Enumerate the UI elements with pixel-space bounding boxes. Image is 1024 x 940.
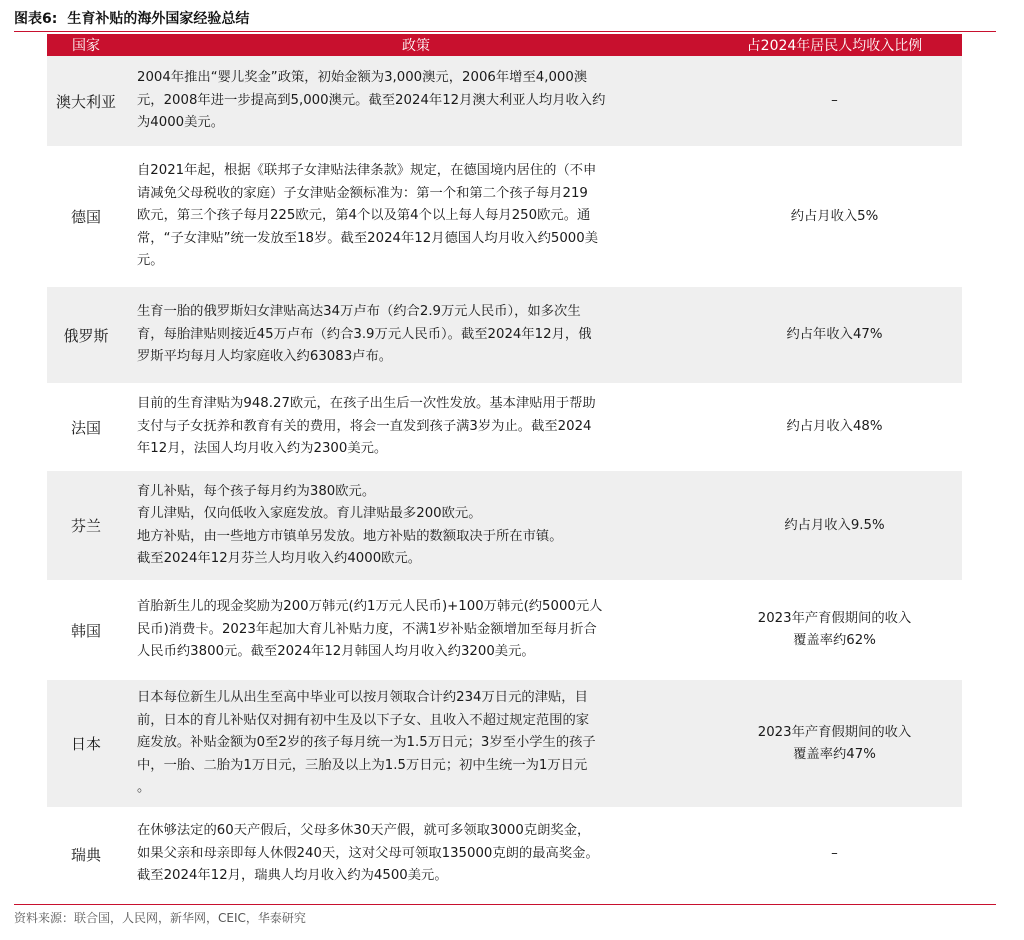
- policy-line: 年12月，法国人均月收入约为2300美元。: [137, 441, 388, 457]
- ratio-line: 约占月收入9.5%: [784, 517, 885, 533]
- title-divider: [14, 31, 996, 32]
- policy-line: 民币)消费卡。2023年起加大育儿补贴力度，不满1岁补贴金额增加至每月折合: [137, 621, 597, 637]
- ratio-cell: [707, 56, 962, 146]
- country-cell: 瑞典: [70, 845, 101, 864]
- country-cell: 德国: [70, 208, 101, 226]
- policy-line: 目前的生育津贴为948.27欧元，在孩子出生后一次性发放。基本津贴用于帮助: [137, 396, 596, 412]
- policy-line: 前，日本的育儿补贴仅对拥有初中生及以下子女、且收入不超过规定范围的家: [137, 712, 590, 728]
- table-row: [47, 383, 962, 471]
- source-note: 资料来源：联合国，人民网，新华网，CEIC，华泰研究: [14, 911, 306, 925]
- figure-label: 图表6:: [14, 11, 58, 27]
- policy-line: 请减免父母税收的家庭）子女津贴金额标准为：第一个和第二个孩子每月219: [137, 185, 588, 201]
- policy-line: 地方补贴，由一些地方市镇单另发放。地方补贴的数额取决于所在市镇。: [137, 528, 563, 544]
- policy-line: 元。: [137, 253, 164, 269]
- country-cell: 日本: [70, 735, 101, 753]
- ratio-line: –: [831, 846, 838, 861]
- table-header: [47, 34, 962, 56]
- policy-line: 常，“子女津贴”统一发放至18岁。截至2024年12月德国人均月收入约5000美: [137, 230, 599, 246]
- country-cell: 澳大利亚: [55, 92, 116, 111]
- table-row: [47, 580, 962, 680]
- ratio-line: 覆盖率约47%: [793, 746, 876, 762]
- policy-line: 2004年推出“婴儿奖金”政策，初始金额为3,000澳元，2006年增至4,000澳: [137, 70, 588, 86]
- table-row: [47, 146, 962, 287]
- table-row: [47, 471, 962, 580]
- policy-line: 育儿补贴，每个孩子每月约为380欧元。: [137, 483, 376, 499]
- ratio-cell: [707, 287, 962, 383]
- policy-line: 在休够法定的60天产假后，父母多休30天产假，就可多领取3000克朗奖金，: [137, 823, 591, 839]
- table-row: [47, 807, 962, 901]
- policy-line: 生育一胎的俄罗斯妇女津贴高达34万卢布（约合2.9万元人民币），如多次生: [137, 304, 581, 320]
- policy-line: 支付与子女抚养和教育有关的费用，将会一直发到孩子满3岁为止。截至2024: [137, 418, 592, 434]
- country-cell: 芬兰: [70, 517, 101, 535]
- table-row: [47, 287, 962, 383]
- table-row: [47, 56, 962, 146]
- policy-cell: [125, 287, 707, 383]
- country-cell: 韩国: [70, 621, 101, 640]
- footer-divider: [14, 904, 996, 905]
- policy-line: 育儿津贴，仅向低收入家庭发放。育儿津贴最多200欧元。: [137, 506, 482, 522]
- policy-cell: [125, 580, 707, 680]
- figure-title-text: 生育补贴的海外国家经验总结: [67, 11, 250, 27]
- table-row: [47, 680, 962, 807]
- ratio-cell: [707, 580, 962, 680]
- ratio-line: 2023年产育假期间的收入: [757, 724, 912, 740]
- ratio-line: 覆盖率约62%: [793, 633, 876, 648]
- policy-line: 首胎新生儿的现金奖励为200万韩元(约1万元人民币)+100万韩元(约5000元人: [137, 599, 603, 615]
- ratio-cell: [707, 471, 962, 580]
- ratio-line: 约占月收入5%: [790, 208, 879, 224]
- policy-line: 。: [137, 780, 151, 796]
- header-country: 国家: [47, 34, 125, 56]
- country-cell: 法国: [70, 418, 101, 437]
- policy-line: 截至2024年12月，瑞典人均月收入约为4500美元。: [137, 868, 448, 884]
- policy-line: 元，2008年进一步提高到5,000澳元。截至2024年12月澳大利亚人均月收入约: [137, 92, 606, 108]
- policy-line: 日本每位新生儿从出生至高中毕业可以按月领取合计约234万日元的津贴，目: [137, 690, 588, 706]
- ratio-line: 2023年产育假期间的收入: [757, 611, 912, 626]
- policy-line: 中，一胎、二胎为1万日元，三胎及以上为1.5万日元；初中生统一为1万日元: [137, 757, 588, 773]
- policy-cell: [125, 56, 707, 146]
- ratio-line: 约占年收入47%: [786, 327, 883, 342]
- policy-line: 欧元，第三个孩子每月225欧元，第4个以及第4个以上每人每月250欧元。通: [137, 208, 591, 224]
- policy-line: 人民币约3800元。截至2024年12月韩国人均月收入约3200美元。: [137, 644, 535, 660]
- ratio-cell: [707, 146, 962, 287]
- policy-line: 罗斯平均每月人均家庭收入约63083卢布。: [137, 349, 393, 365]
- ratio-cell: [707, 680, 962, 807]
- policy-cell: [125, 383, 707, 471]
- policy-cell: [125, 807, 707, 901]
- policy-line: 截至2024年12月芬兰人均月收入约4000欧元。: [137, 550, 422, 566]
- header-ratio: 占2024年居民人均收入比例: [707, 34, 962, 56]
- policy-cell: [125, 471, 707, 580]
- figure-title: [14, 8, 249, 28]
- policy-line: 如果父亲和母亲即每人休假240天，这对父母可领取135000克朗的最高奖金。: [137, 845, 599, 861]
- ratio-cell: [707, 383, 962, 471]
- policy-line: 自2021年起，根据《联邦子女津贴法律条款》规定，在德国境内居住的（不申: [137, 163, 597, 179]
- policy-line: 为4000美元。: [137, 115, 225, 131]
- policy-cell: [125, 680, 707, 807]
- policy-cell: [125, 146, 707, 287]
- country-cell: 俄罗斯: [63, 326, 109, 345]
- header-policy: 政策: [125, 34, 707, 56]
- policy-line: 育，每胎津贴则接近45万卢布（约合3.9万元人民币）。截至2024年12月，俄: [137, 326, 592, 342]
- ratio-cell: [707, 807, 962, 901]
- ratio-line: 约占月收入48%: [786, 419, 883, 434]
- policy-line: 庭发放。补贴金额为0至2岁的孩子每月统一为1.5万日元；3岁至小学生的孩子: [137, 735, 596, 751]
- ratio-line: –: [831, 93, 838, 108]
